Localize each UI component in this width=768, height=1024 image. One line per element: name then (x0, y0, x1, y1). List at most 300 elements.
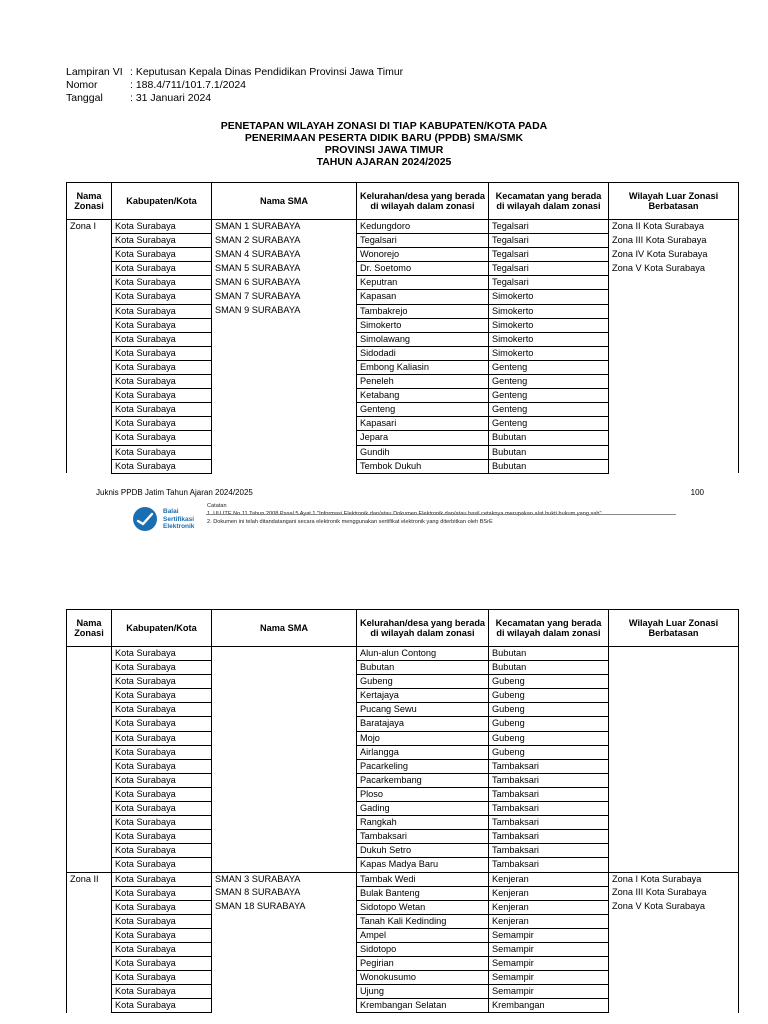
header-key: Lampiran VI (66, 66, 123, 78)
cell-kecamatan: Genteng (489, 375, 609, 389)
cell-kelurahan: Simolawang (357, 332, 489, 346)
document-title (0, 120, 768, 168)
table-row (67, 844, 739, 858)
cell-sma (212, 802, 357, 816)
cell-kabupaten: Kota Surabaya (112, 900, 212, 914)
cell-luar-zonasi: Zona III Kota Surabaya (609, 234, 739, 248)
cell-luar-zonasi (609, 759, 739, 773)
table-row (67, 647, 739, 661)
cell-kabupaten: Kota Surabaya (112, 703, 212, 717)
zonasi-table-page-1 (66, 182, 739, 474)
cell-kelurahan: Kertajaya (357, 689, 489, 703)
cell-luar-zonasi (609, 942, 739, 956)
cell-zona: Zona II (67, 872, 112, 886)
cell-kabupaten: Kota Surabaya (112, 290, 212, 304)
logo-line: Elektronik (163, 523, 195, 530)
cell-kecamatan: Tambaksari (489, 759, 609, 773)
table-row (67, 928, 739, 942)
cell-kabupaten: Kota Surabaya (112, 360, 212, 374)
title-line: PROVINSI JAWA TIMUR (324, 144, 444, 156)
cell-kelurahan: Bulak Banteng (357, 886, 489, 900)
cell-luar-zonasi (609, 346, 739, 360)
cell-kelurahan: Tambak Wedi (357, 872, 489, 886)
header-key: Tanggal (66, 92, 103, 104)
cell-kabupaten: Kota Surabaya (112, 403, 212, 417)
cell-sma (212, 999, 357, 1013)
cell-zona (67, 759, 112, 773)
table-row (67, 745, 739, 759)
cell-sma (212, 332, 357, 346)
col-header-sma: Nama SMA (212, 610, 357, 647)
col-header-sma: Nama SMA (212, 183, 357, 220)
cell-kecamatan: Tegalsari (489, 234, 609, 248)
table-row (67, 290, 739, 304)
cell-kabupaten: Kota Surabaya (112, 759, 212, 773)
cell-zona (67, 717, 112, 731)
cell-sma (212, 445, 357, 459)
cell-kecamatan: Gubeng (489, 689, 609, 703)
cell-zona (67, 731, 112, 745)
table-row (67, 872, 739, 886)
cell-sma: SMAN 6 SURABAYA (212, 276, 357, 290)
cell-kecamatan: Tegalsari (489, 220, 609, 234)
cell-zona (67, 459, 112, 473)
bsre-logo-text (163, 508, 194, 531)
cell-sma: SMAN 2 SURABAYA (212, 234, 357, 248)
header-tanggal (66, 92, 403, 105)
cell-sma (212, 844, 357, 858)
cell-kelurahan: Airlangga (357, 745, 489, 759)
col-header-luar-zonasi: Wilayah Luar Zonasi Berbatasan (609, 183, 739, 220)
cell-kabupaten: Kota Surabaya (112, 773, 212, 787)
cell-kelurahan: Kapas Madya Baru (357, 858, 489, 872)
cell-sma: SMAN 7 SURABAYA (212, 290, 357, 304)
cell-kecamatan: Tambaksari (489, 858, 609, 872)
cell-zona (67, 971, 112, 985)
cell-kabupaten: Kota Surabaya (112, 872, 212, 886)
cell-luar-zonasi (609, 689, 739, 703)
cell-sma: SMAN 9 SURABAYA (212, 304, 357, 318)
cell-sma: SMAN 4 SURABAYA (212, 248, 357, 262)
cell-zona (67, 816, 112, 830)
cell-sma (212, 431, 357, 445)
cell-kabupaten: Kota Surabaya (112, 985, 212, 999)
cell-luar-zonasi (609, 999, 739, 1013)
col-header-zona: Nama Zonasi (67, 183, 112, 220)
cell-kelurahan: Ketabang (357, 389, 489, 403)
cell-kabupaten: Kota Surabaya (112, 971, 212, 985)
cell-kelurahan: Tembok Dukuh (357, 459, 489, 473)
cell-zona (67, 985, 112, 999)
cell-kabupaten: Kota Surabaya (112, 844, 212, 858)
cell-sma (212, 661, 357, 675)
col-header-kelurahan: Kelurahan/desa yang berada di wilayah dalam zonasi (357, 183, 489, 220)
cell-kelurahan: Ampel (357, 928, 489, 942)
cell-kabupaten: Kota Surabaya (112, 830, 212, 844)
cell-zona (67, 787, 112, 801)
cell-kabupaten: Kota Surabaya (112, 234, 212, 248)
title-line: TAHUN AJARAN 2024/2025 (316, 156, 452, 168)
table-row (67, 773, 739, 787)
zonasi-table-page-2 (66, 609, 739, 1013)
cell-zona (67, 999, 112, 1013)
cell-kecamatan: Tambaksari (489, 830, 609, 844)
cell-kabupaten: Kota Surabaya (112, 802, 212, 816)
cell-sma (212, 971, 357, 985)
cell-kabupaten: Kota Surabaya (112, 957, 212, 971)
cell-kelurahan: Pegirian (357, 957, 489, 971)
cell-kecamatan: Semampir (489, 957, 609, 971)
cell-kelurahan: Tambakrejo (357, 304, 489, 318)
table-row (67, 731, 739, 745)
cell-kabupaten: Kota Surabaya (112, 417, 212, 431)
cell-zona (67, 858, 112, 872)
cell-sma (212, 459, 357, 473)
cell-sma (212, 403, 357, 417)
table-row (67, 375, 739, 389)
cell-kabupaten: Kota Surabaya (112, 731, 212, 745)
bsre-logo-icon (132, 506, 158, 532)
cell-kecamatan: Bubutan (489, 647, 609, 661)
col-header-kecamatan: Kecamatan yang berada di wilayah dalam zonasi (489, 183, 609, 220)
page-footer (96, 488, 704, 497)
cell-zona (67, 318, 112, 332)
cell-zona: Zona I (67, 220, 112, 234)
cell-zona (67, 844, 112, 858)
cell-kecamatan: Bubutan (489, 661, 609, 675)
cell-zona (67, 675, 112, 689)
cell-sma (212, 731, 357, 745)
cell-sma (212, 787, 357, 801)
cell-zona (67, 276, 112, 290)
cell-kelurahan: Baratajaya (357, 717, 489, 731)
cell-kelurahan: Pacarkeling (357, 759, 489, 773)
cell-zona (67, 262, 112, 276)
cell-luar-zonasi (609, 403, 739, 417)
cell-kecamatan: Genteng (489, 389, 609, 403)
cell-kecamatan: Gubeng (489, 703, 609, 717)
cell-sma (212, 318, 357, 332)
cell-luar-zonasi (609, 830, 739, 844)
table-row (67, 957, 739, 971)
cell-sma (212, 858, 357, 872)
cell-sma (212, 957, 357, 971)
cell-kecamatan: Semampir (489, 942, 609, 956)
cell-sma (212, 985, 357, 999)
cell-kabupaten: Kota Surabaya (112, 248, 212, 262)
cell-kelurahan: Krembangan Selatan (357, 999, 489, 1013)
col-header-luar-zonasi: Wilayah Luar Zonasi Berbatasan (609, 610, 739, 647)
table-row (67, 971, 739, 985)
cell-kecamatan: Gubeng (489, 745, 609, 759)
cell-kelurahan: Gubeng (357, 675, 489, 689)
letter-header (66, 66, 403, 105)
cell-kelurahan: Kapasan (357, 290, 489, 304)
cell-kelurahan: Kedungdoro (357, 220, 489, 234)
table-row (67, 717, 739, 731)
table-row (67, 403, 739, 417)
cell-luar-zonasi (609, 957, 739, 971)
footer-title: Juknis PPDB Jatim Tahun Ajaran 2024/2025 (96, 488, 253, 497)
table-row (67, 346, 739, 360)
cell-zona (67, 886, 112, 900)
cell-kabupaten: Kota Surabaya (112, 375, 212, 389)
cell-sma (212, 375, 357, 389)
table-row (67, 802, 739, 816)
table-row (67, 787, 739, 801)
cell-kecamatan: Tegalsari (489, 262, 609, 276)
cell-kelurahan: Pucang Sewu (357, 703, 489, 717)
cell-kecamatan: Bubutan (489, 459, 609, 473)
cell-kecamatan: Simokerto (489, 304, 609, 318)
cell-kabupaten: Kota Surabaya (112, 675, 212, 689)
cell-kecamatan: Bubutan (489, 431, 609, 445)
table-row (67, 360, 739, 374)
table-row (67, 417, 739, 431)
header-nomor (66, 79, 403, 92)
cell-sma (212, 647, 357, 661)
cell-sma (212, 703, 357, 717)
table-row (67, 389, 739, 403)
cell-kelurahan: Wonorejo (357, 248, 489, 262)
cell-kabupaten: Kota Surabaya (112, 717, 212, 731)
cell-kecamatan: Tambaksari (489, 773, 609, 787)
table-row (67, 220, 739, 234)
cell-sma (212, 816, 357, 830)
cell-kabupaten: Kota Surabaya (112, 999, 212, 1013)
cell-sma (212, 773, 357, 787)
cell-kelurahan: Wonokusumo (357, 971, 489, 985)
cell-kabupaten: Kota Surabaya (112, 389, 212, 403)
cell-kecamatan: Semampir (489, 971, 609, 985)
cell-kecamatan: Tambaksari (489, 844, 609, 858)
cell-kecamatan: Kenjeran (489, 886, 609, 900)
cell-kecamatan: Simokerto (489, 346, 609, 360)
cell-kecamatan: Bubutan (489, 445, 609, 459)
table-row (67, 830, 739, 844)
cell-zona (67, 360, 112, 374)
cell-zona (67, 304, 112, 318)
cell-kecamatan: Kenjeran (489, 900, 609, 914)
table-row (67, 985, 739, 999)
table-row (67, 759, 739, 773)
cell-kabupaten: Kota Surabaya (112, 661, 212, 675)
table-row (67, 675, 739, 689)
cell-zona (67, 745, 112, 759)
cell-kelurahan: Bubutan (357, 661, 489, 675)
cell-sma (212, 759, 357, 773)
cell-luar-zonasi (609, 276, 739, 290)
cell-kelurahan: Rangkah (357, 816, 489, 830)
cell-kecamatan: Simokerto (489, 290, 609, 304)
cell-luar-zonasi (609, 844, 739, 858)
cell-kecamatan: Genteng (489, 360, 609, 374)
col-header-zona: Nama Zonasi (67, 610, 112, 647)
table-row (67, 318, 739, 332)
cell-kabupaten: Kota Surabaya (112, 304, 212, 318)
cell-zona (67, 445, 112, 459)
cell-luar-zonasi (609, 661, 739, 675)
cell-kecamatan: Semampir (489, 985, 609, 999)
cell-luar-zonasi: Zona II Kota Surabaya (609, 220, 739, 234)
cell-zona (67, 234, 112, 248)
cell-zona (67, 346, 112, 360)
logo-line: Sertifikasi (163, 515, 195, 523)
cell-kabupaten: Kota Surabaya (112, 431, 212, 445)
cell-zona (67, 647, 112, 661)
cell-zona (67, 703, 112, 717)
cell-zona (67, 773, 112, 787)
cell-zona (67, 661, 112, 675)
table-row (67, 332, 739, 346)
table-row (67, 703, 739, 717)
cell-zona (67, 830, 112, 844)
note-line: 2. Dokumen ini telah ditandatangani secara elektronik menggunakan sertifikat elektronik yang diterbitkan oleh BSrE (207, 518, 493, 525)
cell-luar-zonasi (609, 304, 739, 318)
table-row (67, 816, 739, 830)
cell-luar-zonasi (609, 290, 739, 304)
cell-kelurahan: Tanah Kali Kedinding (357, 914, 489, 928)
table-row (67, 858, 739, 872)
cell-sma (212, 830, 357, 844)
cell-kabupaten: Kota Surabaya (112, 332, 212, 346)
cell-sma: SMAN 1 SURABAYA (212, 220, 357, 234)
table-row (67, 234, 739, 248)
cell-luar-zonasi (609, 675, 739, 689)
table-row (67, 914, 739, 928)
cell-kelurahan: Sidotopo Wetan (357, 900, 489, 914)
table-row (67, 459, 739, 473)
table-row (67, 999, 739, 1013)
cell-zona (67, 375, 112, 389)
note-line: 1. UU ITE No 11 Tahun 2008 Pasal 5 Ayat 1 "Informasi Elektronik dan/atau Dokumen Elektronik dan/atau hasil cetaknya merupakan alat bukti hukum yang sah" (207, 510, 602, 517)
cell-kecamatan: Genteng (489, 403, 609, 417)
cell-sma (212, 914, 357, 928)
table-row (67, 689, 739, 703)
cell-luar-zonasi (609, 858, 739, 872)
table-body (67, 220, 739, 474)
cell-kelurahan: Jepara (357, 431, 489, 445)
cell-kelurahan: Gading (357, 802, 489, 816)
cell-luar-zonasi (609, 717, 739, 731)
cell-luar-zonasi (609, 445, 739, 459)
cell-kabupaten: Kota Surabaya (112, 346, 212, 360)
cell-kecamatan: Tegalsari (489, 248, 609, 262)
table-row (67, 304, 739, 318)
cell-zona (67, 417, 112, 431)
cell-zona (67, 431, 112, 445)
cell-zona (67, 914, 112, 928)
col-header-kabupaten: Kabupaten/Kota (112, 183, 212, 220)
cell-kelurahan: Tegalsari (357, 234, 489, 248)
table-row (67, 431, 739, 445)
cell-zona (67, 248, 112, 262)
cell-kecamatan: Gubeng (489, 675, 609, 689)
cell-kabupaten: Kota Surabaya (112, 858, 212, 872)
table-row (67, 900, 739, 914)
cell-zona (67, 900, 112, 914)
cell-luar-zonasi (609, 318, 739, 332)
cell-luar-zonasi (609, 360, 739, 374)
cell-zona (67, 332, 112, 346)
cell-luar-zonasi (609, 914, 739, 928)
cell-zona (67, 403, 112, 417)
cell-luar-zonasi (609, 375, 739, 389)
cell-sma: SMAN 3 SURABAYA (212, 872, 357, 886)
cell-kecamatan: Genteng (489, 417, 609, 431)
cell-kecamatan: Tambaksari (489, 802, 609, 816)
cell-kelurahan: Kapasari (357, 417, 489, 431)
cell-zona (67, 942, 112, 956)
cell-kabupaten: Kota Surabaya (112, 942, 212, 956)
cell-luar-zonasi (609, 802, 739, 816)
header-value: : 188.4/711/101.7.1/2024 (130, 79, 246, 91)
cell-luar-zonasi (609, 731, 739, 745)
cell-luar-zonasi (609, 647, 739, 661)
cell-kelurahan: Genteng (357, 403, 489, 417)
cell-luar-zonasi: Zona III Kota Surabaya (609, 886, 739, 900)
cell-kabupaten: Kota Surabaya (112, 914, 212, 928)
cell-zona (67, 389, 112, 403)
title-line: PENERIMAAN PESERTA DIDIK BARU (PPDB) SMA/SMK (244, 132, 524, 144)
cell-kabupaten: Kota Surabaya (112, 816, 212, 830)
logo-line: Balai (163, 508, 179, 515)
cell-kelurahan: Sidotopo (357, 942, 489, 956)
cell-luar-zonasi (609, 417, 739, 431)
cell-luar-zonasi (609, 787, 739, 801)
cell-kelurahan: Ujung (357, 985, 489, 999)
cell-kabupaten: Kota Surabaya (112, 647, 212, 661)
cell-zona (67, 957, 112, 971)
cell-kabupaten: Kota Surabaya (112, 886, 212, 900)
table-row (67, 262, 739, 276)
cell-kelurahan: Keputran (357, 276, 489, 290)
cell-sma: SMAN 8 SURABAYA (212, 886, 357, 900)
cell-kelurahan: Dr. Soetomo (357, 262, 489, 276)
cell-kabupaten: Kota Surabaya (112, 689, 212, 703)
cell-kecamatan: Simokerto (489, 318, 609, 332)
cell-kabupaten: Kota Surabaya (112, 276, 212, 290)
table-row (67, 886, 739, 900)
cell-kecamatan: Tambaksari (489, 816, 609, 830)
cell-luar-zonasi (609, 816, 739, 830)
cell-kabupaten: Kota Surabaya (112, 220, 212, 234)
cell-kelurahan: Pacarkembang (357, 773, 489, 787)
cell-kecamatan: Gubeng (489, 731, 609, 745)
cell-luar-zonasi: Zona V Kota Surabaya (609, 262, 739, 276)
cell-kabupaten: Kota Surabaya (112, 262, 212, 276)
cell-luar-zonasi (609, 332, 739, 346)
cell-luar-zonasi (609, 431, 739, 445)
cell-sma (212, 675, 357, 689)
cell-kecamatan: Kenjeran (489, 914, 609, 928)
cell-kecamatan: Simokerto (489, 332, 609, 346)
table-body (67, 647, 739, 1013)
table-row (67, 942, 739, 956)
table-row (67, 248, 739, 262)
cell-kelurahan: Ploso (357, 787, 489, 801)
cell-kelurahan: Dukuh Setro (357, 844, 489, 858)
cell-zona (67, 689, 112, 703)
cell-kabupaten: Kota Surabaya (112, 745, 212, 759)
col-header-kabupaten: Kabupaten/Kota (112, 610, 212, 647)
cell-luar-zonasi (609, 773, 739, 787)
header-lampiran (66, 66, 403, 79)
cell-sma (212, 417, 357, 431)
cell-kelurahan: Alun-alun Contong (357, 647, 489, 661)
notes-divider (206, 514, 676, 515)
cell-kelurahan: Sidodadi (357, 346, 489, 360)
